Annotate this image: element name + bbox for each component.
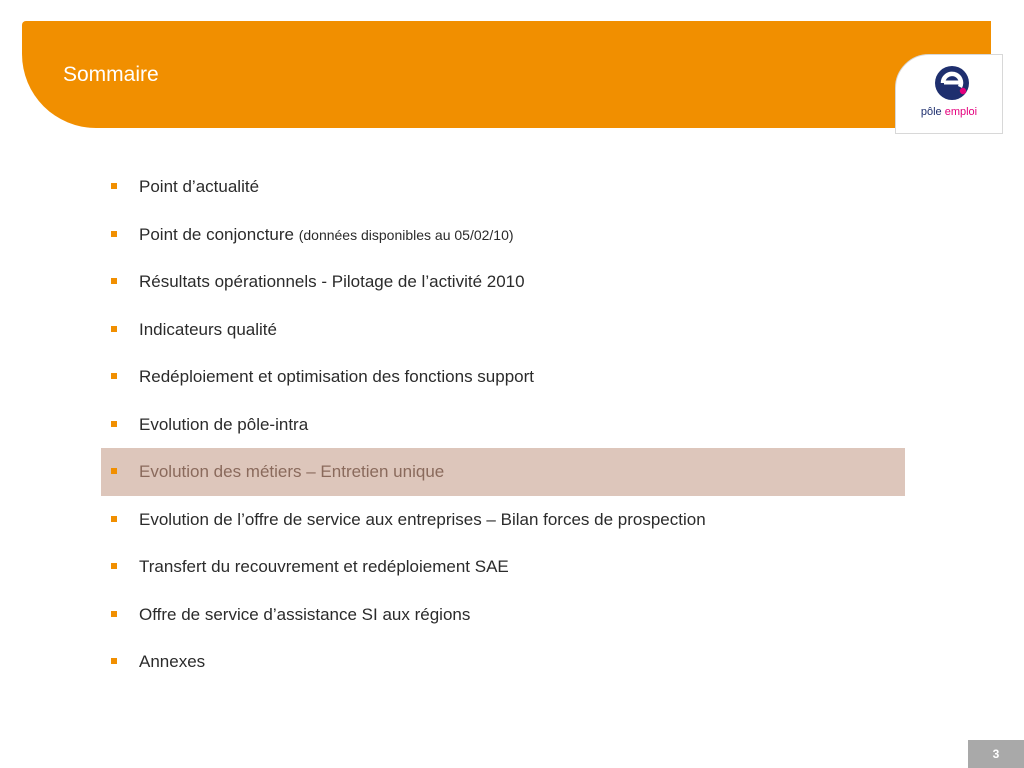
agenda-item — [101, 496, 905, 544]
bullet-square-icon — [111, 183, 117, 189]
pole-emploi-logo — [895, 54, 1003, 134]
bullet-square-icon — [111, 278, 117, 284]
agenda-item-label: Résultats opérationnels - Pilotage de l’activité 2010 — [139, 272, 525, 291]
pole-emploi-e-icon — [934, 65, 970, 101]
agenda-item — [101, 163, 905, 211]
agenda-item-label: Redéploiement et optimisation des fonctions support — [139, 367, 535, 386]
agenda-item-label: Evolution de pôle-intra — [139, 414, 309, 434]
agenda-item-note: (données disponibles au 05/02/10) — [298, 226, 514, 243]
agenda-item — [101, 258, 905, 306]
agenda-item-label: Evolution de l’offre de service aux entreprises – Bilan forces de prospection — [139, 509, 706, 529]
agenda-item-label: Evolution des métiers – Entretien unique — [139, 462, 445, 481]
bullet-square-icon — [111, 421, 117, 427]
logo-wordmark — [896, 105, 1002, 119]
agenda-item — [101, 543, 905, 591]
agenda-item — [101, 638, 905, 686]
header-band — [22, 21, 991, 128]
bullet-square-icon — [111, 231, 117, 237]
agenda-item-label: Annexes — [139, 652, 206, 671]
agenda-item-label: Point de conjoncture — [139, 224, 299, 244]
agenda-item — [101, 306, 905, 354]
agenda-list — [101, 163, 905, 686]
agenda-item-label: Transfert du recouvrement et redéploiement SAE — [139, 557, 509, 576]
agenda-item-current — [101, 448, 905, 496]
agenda-item — [101, 591, 905, 639]
bullet-square-icon — [111, 468, 117, 474]
agenda-item-label: Point d’actualité — [139, 177, 260, 196]
bullet-square-icon — [111, 373, 117, 379]
agenda-item — [101, 211, 905, 259]
bullet-square-icon — [111, 658, 117, 664]
page-number-badge: 3 — [968, 740, 1024, 768]
bullet-square-icon — [111, 326, 117, 332]
bullet-square-icon — [111, 611, 117, 617]
bullet-square-icon — [111, 563, 117, 569]
agenda-item-label: Indicateurs qualité — [139, 319, 277, 339]
logo-word-pole: pôle — [920, 106, 942, 118]
page-title: Sommaire — [63, 63, 159, 86]
agenda-item-label: Offre de service d’assistance SI aux régions — [139, 604, 471, 624]
agenda-item — [101, 401, 905, 449]
logo-word-emploi: emploi — [944, 106, 978, 118]
agenda-item — [101, 353, 905, 401]
bullet-square-icon — [111, 516, 117, 522]
